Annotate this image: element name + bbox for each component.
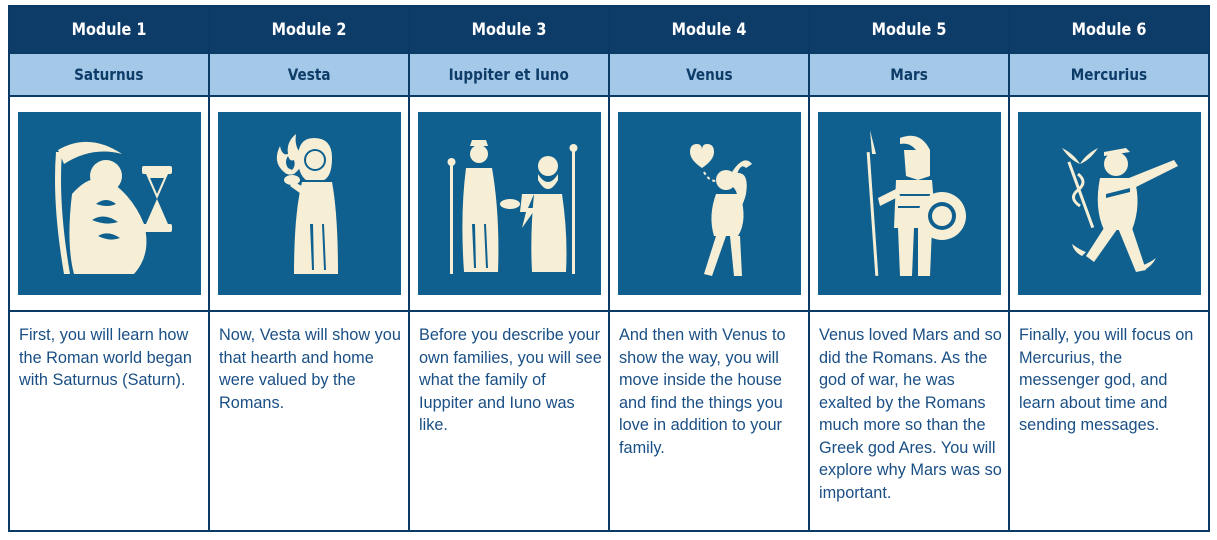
mars-spear-shield-icon bbox=[818, 112, 1001, 295]
module-3-image-cell bbox=[410, 97, 608, 310]
module-1-title: Module 1 bbox=[71, 19, 147, 40]
module-5-subheader bbox=[810, 54, 1008, 95]
module-2-subtitle: Vesta bbox=[287, 65, 331, 84]
module-1-subtitle: Saturnus bbox=[74, 65, 144, 84]
module-6-subheader bbox=[1010, 54, 1208, 95]
module-3-subheader bbox=[410, 54, 608, 95]
vesta-flame-icon bbox=[218, 112, 401, 295]
module-2-title: Module 2 bbox=[271, 19, 347, 40]
module-4-title: Module 4 bbox=[671, 19, 747, 40]
modules-table bbox=[8, 5, 1210, 532]
module-6-header bbox=[1010, 7, 1208, 52]
module-2-image-cell bbox=[210, 97, 408, 310]
module-1-header bbox=[10, 7, 208, 52]
venus-heart-icon bbox=[618, 112, 801, 295]
module-4-subtitle: Venus bbox=[685, 65, 733, 84]
module-4-header bbox=[610, 7, 808, 52]
module-2-description: Now, Vesta will show you that hearth and home were valued by the Romans. bbox=[210, 312, 408, 530]
module-6-image-cell bbox=[1010, 97, 1208, 310]
module-4-subheader bbox=[610, 54, 808, 95]
module-1-image-cell bbox=[10, 97, 208, 310]
module-2-subheader bbox=[210, 54, 408, 95]
module-6-subtitle: Mercurius bbox=[1070, 65, 1148, 84]
module-6-description: Finally, you will focus on Mercurius, the messenger god, and learn about time and sending messages. bbox=[1010, 312, 1208, 530]
mercurius-caduceus-icon bbox=[1018, 112, 1201, 295]
module-4-image-cell bbox=[610, 97, 808, 310]
module-5-image-cell bbox=[810, 97, 1008, 310]
module-6-title: Module 6 bbox=[1071, 19, 1147, 40]
module-3-title: Module 3 bbox=[471, 19, 547, 40]
module-4-description: And then with Venus to show the way, you will move inside the house and find the things you love in addition to your family. bbox=[610, 312, 808, 530]
module-1-description: First, you will learn how the Roman world began with Saturnus (Saturn). bbox=[10, 312, 208, 530]
module-3-subtitle: Iuppiter et Iuno bbox=[448, 65, 570, 84]
iuppiter-iuno-icon bbox=[418, 112, 601, 295]
module-5-description: Venus loved Mars and so did the Romans. As the god of war, he was exalted by the Romans much more so than the Greek god Ares. You will explore why Mars was so important. bbox=[810, 312, 1008, 530]
module-3-description: Before you describe your own families, you will see what the family of Iuppiter and Iuno was like. bbox=[410, 312, 608, 530]
module-2-header bbox=[210, 7, 408, 52]
module-3-header bbox=[410, 7, 608, 52]
module-5-title: Module 5 bbox=[871, 19, 947, 40]
module-5-subtitle: Mars bbox=[890, 65, 928, 84]
saturn-scythe-hourglass-icon bbox=[18, 112, 201, 295]
module-5-header bbox=[810, 7, 1008, 52]
module-1-subheader bbox=[10, 54, 208, 95]
